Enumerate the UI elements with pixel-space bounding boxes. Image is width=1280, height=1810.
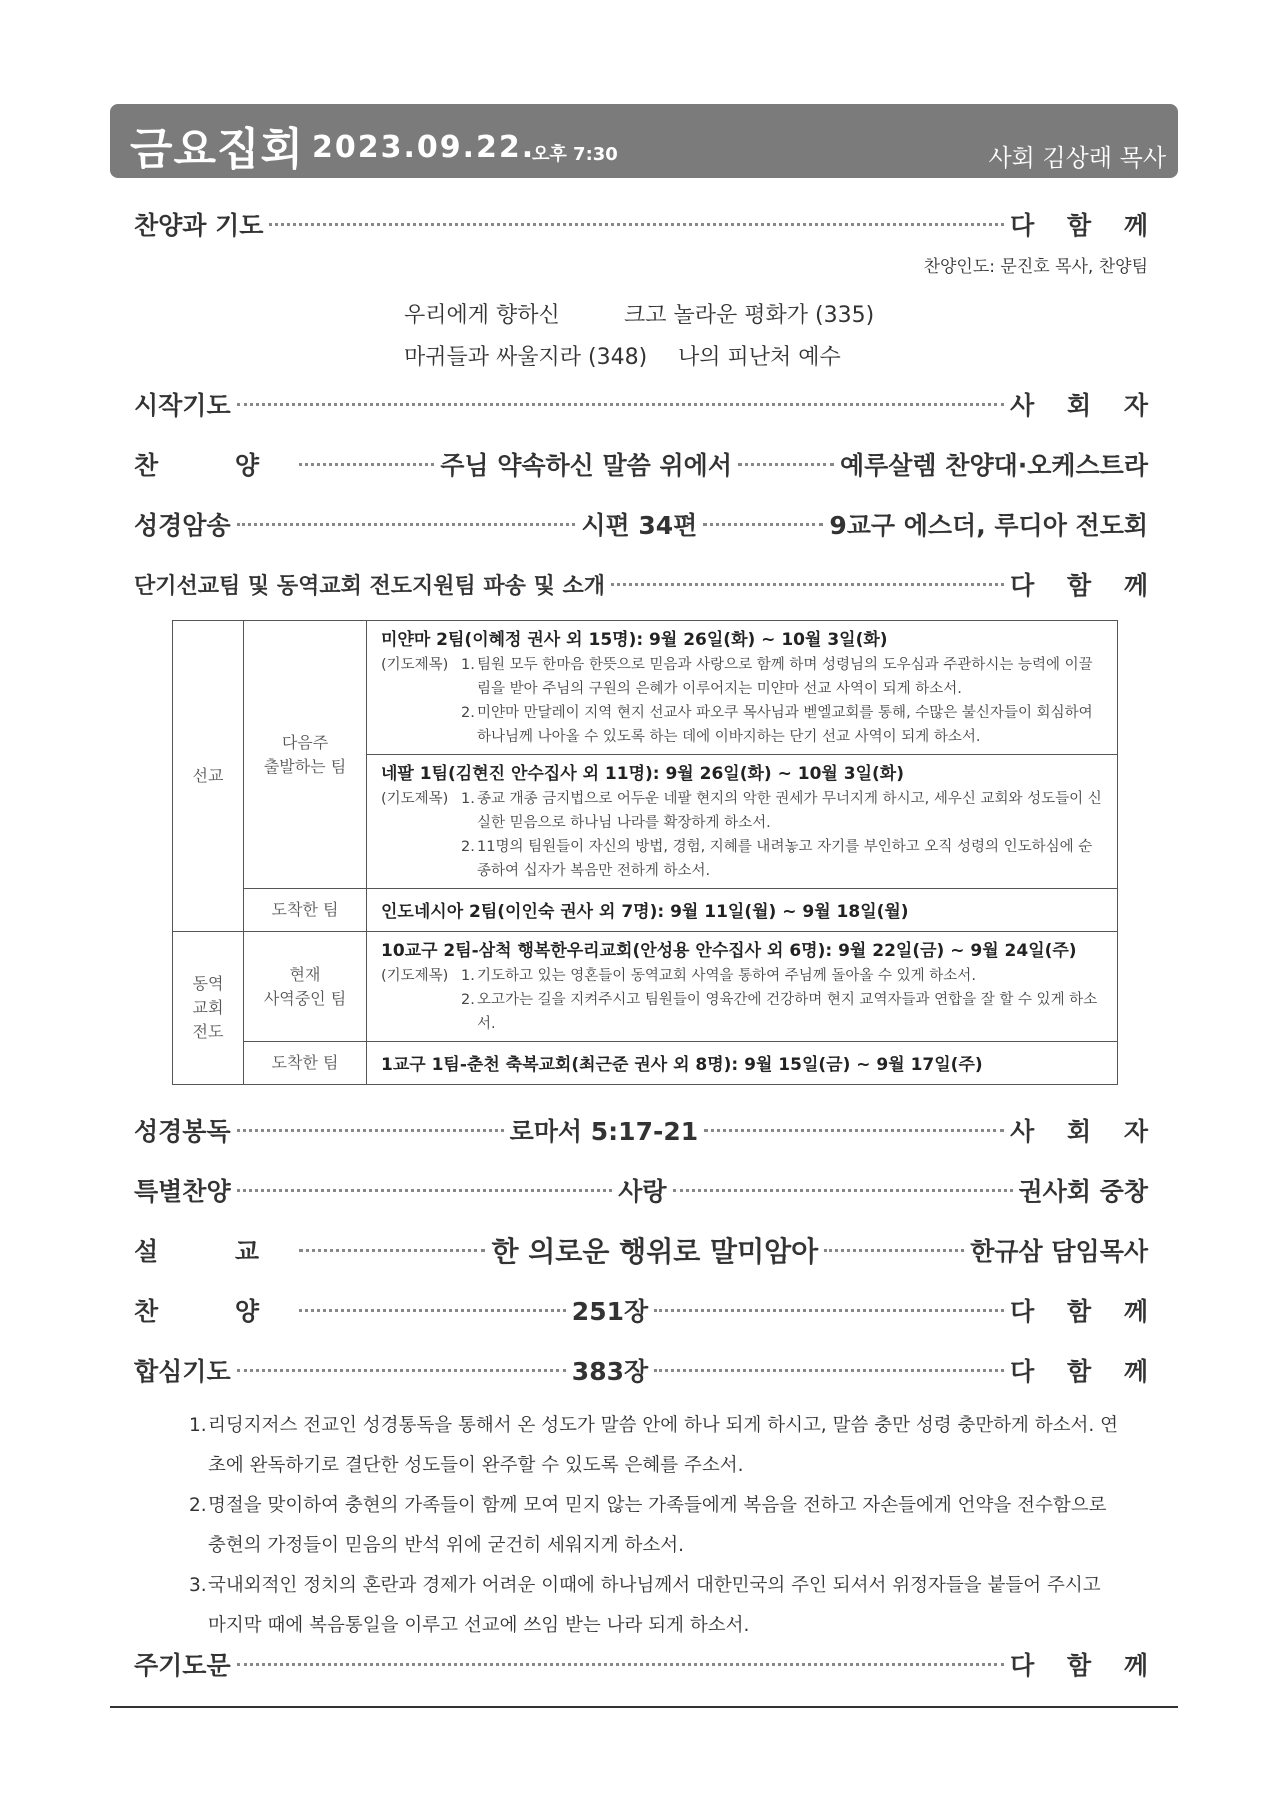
dot-leader xyxy=(237,523,576,526)
prayer-line xyxy=(381,701,1105,749)
list-item: 2. 명절을 맞이하여 충현의 가족들이 함께 모여 믿지 않는 가족들에게 복음을 전하고 자손들에게 언약을 전수함으로 충현의 가정들이 믿음의 반석 위에 굳건히 세워지게 하소서. xyxy=(189,1486,1119,1566)
mission-team-table xyxy=(172,620,1118,1085)
order-right: 9교구 에스더, 루디아 전도회 xyxy=(829,511,1148,540)
order-right: 다 함 께 xyxy=(1010,1297,1160,1326)
order-label: 찬 양 xyxy=(134,1297,294,1326)
team-title: 네팔 1팀(김현진 안수집사 외 11명): 9월 26일(화) ~ 10월 3일(화) xyxy=(381,764,904,784)
order-row-hymn xyxy=(134,1290,1160,1330)
order-middle: 시편 34편 xyxy=(581,511,698,540)
order-row-united-prayer xyxy=(134,1350,1160,1390)
presider: 사회 김상래 목사 xyxy=(988,144,1166,172)
dot-leader xyxy=(703,523,823,526)
list-item: 1. 리딩지저스 전교인 성경통독을 통해서 온 성도가 말씀 안에 하나 되게 하시고, 말씀 충만 성령 충만하게 하소서. 연초에 완독하기로 결단한 성도들이 완주할 수 있도록 은혜를 주소서. xyxy=(189,1406,1119,1486)
dot-leader xyxy=(673,1189,1013,1192)
prayer-number: 2. xyxy=(461,705,475,721)
order-row-scripture-reading xyxy=(134,1110,1160,1150)
order-label: 특별찬양 xyxy=(134,1177,231,1206)
order-row-opening-prayer xyxy=(134,384,1160,424)
dot-leader xyxy=(299,1309,566,1312)
order-right: 다 함 께 xyxy=(1010,211,1160,240)
dot-leader xyxy=(237,403,1005,406)
subcategory-arrived: 도착한 팀 xyxy=(244,1042,367,1085)
dot-leader xyxy=(654,1369,1004,1372)
dot-leader xyxy=(299,463,434,466)
prayer-number: 1. xyxy=(461,968,475,984)
order-right: 다 함 께 xyxy=(1010,1357,1160,1386)
prayer-tag: (기도제목) xyxy=(381,791,449,807)
team-title: 인도네시아 2팀(이인숙 권사 외 7명): 9월 11일(월) ~ 9월 18일(월) xyxy=(381,902,909,922)
order-right: 사 회 자 xyxy=(1010,1117,1160,1146)
order-right: 한규삼 담임목사 xyxy=(970,1237,1148,1266)
team-title: 미얀마 2팀(이혜정 권사 외 15명): 9월 26일(화) ~ 10월 3일(화) xyxy=(381,630,888,650)
dot-leader xyxy=(704,1129,1004,1132)
prayer-list xyxy=(189,1406,1119,1646)
order-label: 찬 양 xyxy=(134,451,294,480)
prayer-number: 1. xyxy=(461,657,475,673)
bottom-divider xyxy=(110,1706,1178,1708)
prayer-text: 미얀마 만달레이 지역 현지 선교사 파오쿠 목사님과 벧엘교회를 통해, 수많은 불신자들이 회심하여 하나님께 나아올 수 있도록 하는 데에 이바지하는 단기 선교 사역이 되게 하소서. xyxy=(477,705,1093,745)
sermon-title: 한 의로운 행위로 말미암아 xyxy=(491,1235,819,1268)
subcategory-next-week: 다음주 출발하는 팀 xyxy=(244,621,367,889)
order-right: 다 함 께 xyxy=(1010,571,1160,600)
dot-leader xyxy=(269,223,1004,226)
dot-leader xyxy=(299,1249,485,1252)
prayer-line xyxy=(381,964,1105,988)
dot-leader xyxy=(824,1249,964,1252)
hymn-item: 마귀들과 싸울지라 (348) xyxy=(404,345,648,370)
order-label: 단기선교팀 및 동역교회 전도지원팀 파송 및 소개 xyxy=(134,573,605,599)
order-row-mission-dispatch xyxy=(134,564,1160,604)
category-mission: 선교 xyxy=(173,621,244,932)
prayer-line xyxy=(381,988,1105,1036)
team-cell-indonesia xyxy=(367,889,1118,932)
dot-leader xyxy=(237,1189,613,1192)
order-right: 다 함 께 xyxy=(1010,1651,1160,1680)
team-title: 10교구 2팀-삼척 행복한우리교회(안성용 안수집사 외 6명): 9월 22일(금) ~ 9월 24일(주) xyxy=(381,941,1077,961)
page-title: 금요집회 xyxy=(130,124,305,175)
order-right: 사 회 자 xyxy=(1010,391,1160,420)
team-cell-myanmar xyxy=(367,621,1118,755)
hymn-item: 나의 피난처 예수 xyxy=(678,345,841,370)
prayer-text: 11명의 팀원들이 자신의 방법, 경험, 지혜를 내려놓고 자기를 부인하고 오직 성령의 인도하심에 순종하여 십자가 복음만 전하게 하소서. xyxy=(477,839,1093,879)
order-row-praise xyxy=(134,444,1148,484)
order-label: 주기도문 xyxy=(134,1651,231,1680)
order-label: 성경봉독 xyxy=(134,1117,231,1146)
dot-leader xyxy=(237,1129,504,1132)
prayer-line xyxy=(381,835,1105,883)
service-time: 오후 7:30 xyxy=(532,144,618,165)
prayer-text: 종교 개종 금지법으로 어두운 네팔 현지의 악한 권세가 무너지게 하시고, 세우신 교회와 성도들이 신실한 믿음으로 하나님 나라를 확장하게 하소서. xyxy=(477,791,1102,831)
order-row-praise-prayer xyxy=(134,204,1160,244)
hymn-item: 크고 놀라운 평화가 (335) xyxy=(624,303,875,328)
order-middle: 사랑 xyxy=(618,1177,667,1206)
team-cell-chuncheon xyxy=(367,1042,1118,1085)
prayer-number: 2. xyxy=(461,839,475,855)
order-row-sermon xyxy=(134,1230,1148,1270)
order-label: 설 교 xyxy=(134,1237,294,1266)
prayer-line xyxy=(381,653,1105,701)
order-middle: 주님 약속하신 말씀 위에서 xyxy=(440,451,732,480)
team-title: 1교구 1팀-춘천 축복교회(최근준 권사 외 8명): 9월 15일(금) ~ 9월 17일(주) xyxy=(381,1055,983,1075)
order-label: 성경암송 xyxy=(134,511,231,540)
order-middle: 로마서 5:17-21 xyxy=(509,1117,699,1146)
order-row-scripture-recitation xyxy=(134,504,1148,544)
praise-leader: 찬양인도: 문진호 목사, 찬양팀 xyxy=(923,257,1148,277)
hymn-item: 우리에게 향하신 xyxy=(404,303,560,328)
prayer-tag: (기도제목) xyxy=(381,657,449,673)
dot-leader xyxy=(237,1369,566,1372)
order-middle: 251장 xyxy=(571,1297,649,1326)
dot-leader xyxy=(237,1663,1005,1666)
order-label: 합심기도 xyxy=(134,1357,231,1386)
category-partner-church: 동역 교회 전도 xyxy=(173,932,244,1085)
order-label: 찬양과 기도 xyxy=(134,211,264,240)
prayer-text: 리딩지저스 전교인 성경통독을 통해서 온 성도가 말씀 안에 하나 되게 하시고, 말씀 충만 성령 충만하게 하소서. 연초에 완독하기로 결단한 성도들이 완주할 수 있도록 은혜를 주소서. xyxy=(208,1415,1119,1476)
header-bar xyxy=(110,104,1178,178)
subcategory-arrived: 도착한 팀 xyxy=(244,889,367,932)
order-right: 권사회 중창 xyxy=(1018,1177,1148,1206)
prayer-text: 명절을 맞이하여 충현의 가족들이 함께 모여 믿지 않는 가족들에게 복음을 전하고 자손들에게 언약을 전수함으로 충현의 가정들이 믿음의 반석 위에 굳건히 세워지게 하소서. xyxy=(208,1495,1107,1556)
service-date: 2023.09.22. xyxy=(312,130,536,165)
order-middle: 383장 xyxy=(571,1357,649,1386)
prayer-number: 2. xyxy=(461,992,475,1008)
prayer-tag: (기도제목) xyxy=(381,968,449,984)
prayer-text: 국내외적인 정치의 혼란과 경제가 어려운 이때에 하나님께서 대한민국의 주인 되셔서 위정자들을 붙들어 주시고 마지막 때에 복음통일을 이루고 선교에 쓰임 받는 나라 되게 하소서. xyxy=(208,1575,1101,1636)
prayer-text: 기도하고 있는 영혼들이 동역교회 사역을 통하여 주님께 돌아올 수 있게 하소서. xyxy=(477,968,976,984)
prayer-number: 1. xyxy=(461,791,475,807)
order-label: 시작기도 xyxy=(134,391,231,420)
order-row-lords-prayer xyxy=(134,1644,1160,1684)
order-row-special-praise xyxy=(134,1170,1148,1210)
prayer-text: 오고가는 길을 지켜주시고 팀원들이 영육간에 건강하며 현지 교역자들과 연합을 잘 할 수 있게 하소서. xyxy=(477,992,1098,1032)
prayer-line xyxy=(381,787,1105,835)
prayer-text: 팀원 모두 한마음 한뜻으로 믿음과 사랑으로 함께 하며 성령님의 도우심과 주관하시는 능력에 이끌림을 받아 주님의 구원의 은혜가 이루어지는 미얀마 선교 사역이 되게 하소서. xyxy=(477,657,1093,697)
team-cell-samcheok xyxy=(367,932,1118,1042)
team-cell-nepal xyxy=(367,755,1118,889)
dot-leader xyxy=(654,1309,1004,1312)
dot-leader xyxy=(611,583,1004,586)
order-right: 예루살렘 찬양대·오케스트라 xyxy=(839,451,1148,480)
dot-leader xyxy=(738,463,834,466)
subcategory-current: 현재 사역중인 팀 xyxy=(244,932,367,1042)
list-item: 3. 국내외적인 정치의 혼란과 경제가 어려운 이때에 하나님께서 대한민국의 주인 되셔서 위정자들을 붙들어 주시고 마지막 때에 복음통일을 이루고 선교에 쓰임 받는 나라 되게 하소서. xyxy=(189,1566,1119,1646)
